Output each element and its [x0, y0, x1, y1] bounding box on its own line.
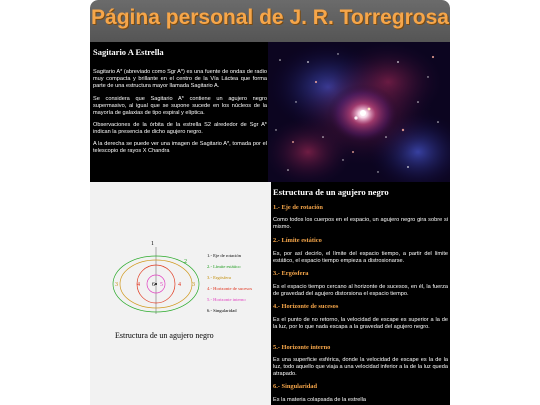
diagram-marker-3-left: 3: [115, 282, 118, 288]
intro-paragraph: A la derecha se puede ver una imagen de Sagitario A*, tomada por el telescopio de rayos X Chandra: [93, 141, 267, 154]
page-container: [90, 0, 450, 405]
intro-panel: [90, 42, 268, 182]
section-text-rotation-axis: Como todos los cuerpos en el espacio, un agujero negro gira sobre si mismo.: [273, 217, 448, 230]
section-text-inner-horizon: Es una superficie esférica, donde la velocidad de escape es la de la luz, todo aquello que viaja a una velocidad inferior a la de la luz queda atrapado.: [273, 357, 448, 377]
structure-title: Estructura de un agujero negro: [273, 187, 389, 197]
section-text-ergosphere: Es el espacio tiempo cercano al horizonte de sucesos, en él, la fuerza de gravedad del agujero distorsiona el espacio tiempo.: [273, 284, 448, 297]
legend-item-static-limit: 2.- Límite estático: [207, 264, 241, 269]
page-title: Página personal de J. R. Torregrosa: [91, 6, 449, 29]
diagram-marker-4-left: 4: [137, 282, 140, 288]
section-heading-singularity: 6.- Singularidad: [273, 383, 318, 390]
singularity-point: [155, 283, 157, 285]
diagram-marker-6: 6: [152, 282, 155, 288]
black-hole-diagram-panel: [90, 182, 271, 405]
diagram-marker-5: 5: [160, 282, 163, 288]
legend-item-rotation-axis: 1.- Eje de rotación: [207, 253, 241, 258]
legend-item-singularity: 6.- Singularidad: [207, 308, 237, 313]
page-header: [90, 0, 450, 42]
section-heading-static-limit: 2.- Límite estático: [273, 237, 322, 244]
structure-panel: [271, 182, 450, 405]
intro-title: Sagitario A Estrella: [93, 47, 164, 57]
section-heading-rotation-axis: 1.- Eje de rotación: [273, 204, 323, 211]
chandra-xray-image: [268, 42, 450, 182]
diagram-marker-1: 1: [151, 241, 154, 247]
legend-item-event-horizon: 4.- Horizonte de sucesos: [207, 286, 253, 291]
intro-paragraph: Se considera que Sagitario A* contiene un agujero negro supermasivo, al igual que se supone sucede en los núcleos de la mayoría de galaxias de tipo espiral y elíptica.: [93, 96, 267, 116]
section-text-event-horizon: Es el punto de no retorno, la velocidad de escape es superior a la de la luz, por lo que nada escapa a la gravedad del agujero negro.: [273, 317, 448, 330]
section-heading-ergosphere: 3.- Ergósfera: [273, 270, 309, 277]
diagram-marker-3-right: 3: [192, 282, 195, 288]
legend-item-ergosphere: 3.- Ergósfera: [207, 275, 231, 280]
diagram-caption: Estructura de un agujero negro: [115, 331, 214, 340]
section-heading-inner-horizon: 5.- Horizonte interno: [273, 344, 331, 351]
sagittarius-a-xray-image: [268, 42, 450, 182]
diagram-marker-2: 2: [184, 259, 187, 265]
section-heading-event-horizon: 4.- Horizonte de sucesos: [273, 303, 339, 310]
intro-paragraph: Sagitario A* (abreviado como Sgr A*) es una fuente de ondas de radio muy compacta y brillante en el centro de la Vía Láctea que forma parte de una estructura mayor llamada Sagitario A.: [93, 69, 267, 89]
intro-paragraph: Observaciones de la órbita de la estrella S2 alrededor de Sgr A* indican la presencia de dicho agujero negro.: [93, 122, 267, 135]
section-text-singularity: Es la materia colapsada de la estrella: [273, 397, 366, 403]
diagram-marker-4-right: 4: [178, 282, 181, 288]
legend-item-inner-horizon: 5.- Horizonte interno: [207, 297, 246, 302]
section-text-static-limit: Es, por así decirlo, el límite del espacio tiempo, a partir del límite estático, el espacio tiempo empieza a distrosionarse.: [273, 251, 448, 264]
